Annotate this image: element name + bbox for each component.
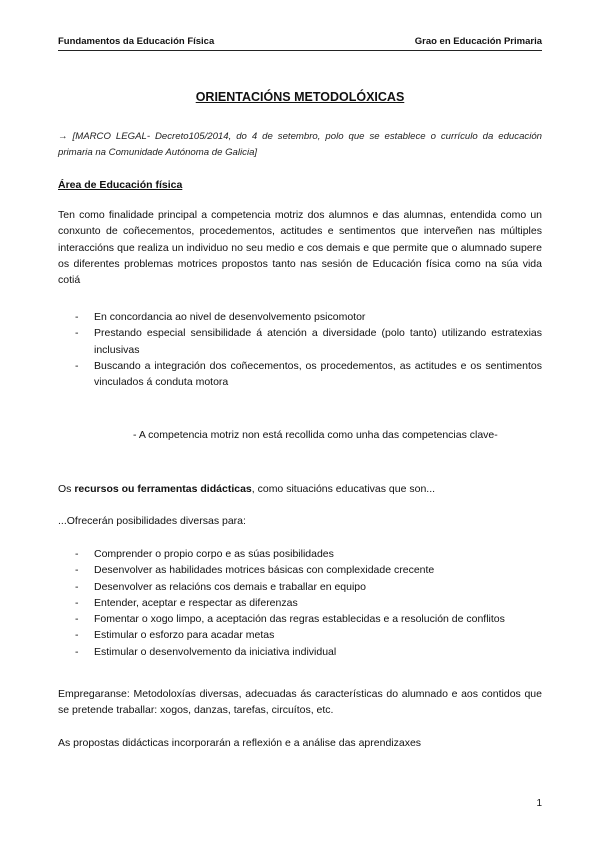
list-item: - Estimular o desenvolvemento da iniciativa individual [75,645,337,658]
offer-intro: ...Ofrecerán posibilidades diversas para: [58,515,246,527]
closing-paragraph: As propostas didácticas incorporarán a reflexión e a análise das aprendizaxes [58,737,422,749]
list-item: - Comprender o propio corpo e as súas posibilidades [75,548,334,560]
methods-paragraph: Empregaranse: Metodoloxías diversas, adecuadas ás características do alumnado e aos contidos que se pretende traballar: xogos, danzas, tarefas, circuítos, etc. [58,688,542,717]
bullet-list-possibilities [58,546,542,660]
section-heading: Área de Educación física [58,179,183,191]
resources-paragraph: Os recursos ou ferramentas didácticas, como situacións educativas que son... [58,483,436,495]
key-competence-note: - A competencia motriz non está recollida como unha das competencias clave- [133,429,498,441]
resources-emphasis: recursos ou ferramentas didácticas [74,483,252,495]
list-item: - Fomentar o xogo limpo, a aceptación das regras establecidas e a resolución de conflitos [75,613,505,626]
document-title: ORIENTACIÓNS METODOLÓXICAS [195,90,405,104]
header-course-title: Fundamentos da Educación Física [58,36,215,47]
page-header [58,34,542,51]
list-item: - Estimular o esforzo para acadar metas [75,629,275,642]
legal-framework-note: → [MARCO LEGAL- Decreto105/2014, do 4 de setembro, polo que se establece o currículo da educación primaria na Comunidade Autónoma de Galicia] [58,131,542,158]
bullet-list-approach [58,309,542,390]
intro-paragraph: Ten como finalidade principal a competencia motriz dos alumnos e das alumnas, entendida como un conxunto de coñecementos, procedementos, actitudes e sentimentos que interveñen nas múltiples interaccións que realiza un individuo no seu medio e cos demais e que permite que o alumnado supere os diferentes problemas motrices propostos tanto nas sesión de Educación física como na súa vida cotiá [58,209,542,287]
list-item: - En concordancia ao nivel de desenvolvemento psicomotor [75,311,366,323]
list-item: - Prestando especial sensibilidade á atención a diversidade (polo tanto) utilizando estratexias inclusivas [75,327,542,356]
page-number: 1 [536,798,542,809]
header-degree-title: Grao en Educación Primaria [414,36,542,47]
list-item: - Desenvolver as relacións cos demais e traballar en equipo [75,580,366,593]
list-item: - Entender, aceptar e respectar as diferenzas [75,596,298,609]
list-item: - Desenvolver as habilidades motrices básicas con complexidade crecente [75,564,435,577]
list-item: - Buscando a integración dos coñecementos, os procedementos, as actitudes e os sentimentos vinculados á conduta motora [75,359,542,389]
